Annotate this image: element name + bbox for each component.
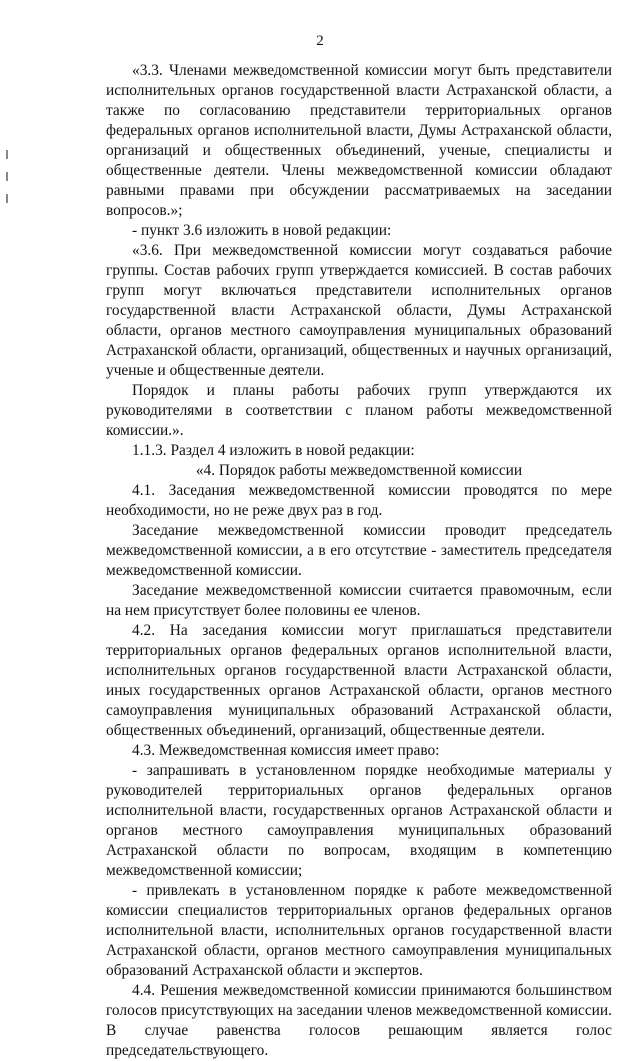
margin-mark bbox=[6, 172, 8, 181]
paragraph-item-3-6-intro: - пункт 3.6 изложить в новой редакции: bbox=[132, 222, 392, 239]
paragraph-involve-specialists: - привлекать в установленном порядке к работе межведомственной комиссии специалистов территориальных органов федеральных органов исполнительной власти, исполнительных органов государственной власти Астраханской области, органов местного самоуправления муниципальных образований Астраханской области и экспертов. bbox=[106, 882, 612, 979]
paragraph-4-3: 4.3. Межведомственная комиссия имеет право: bbox=[132, 742, 440, 759]
paragraph-1-1-3: 1.1.3. Раздел 4 изложить в новой редакции: bbox=[132, 442, 415, 459]
paragraph-3-3: «3.3. Членами межведомственной комиссии могут быть представители исполнительных органов государственной власти Астраханской области, а также по согласованию представители территориальных органов федеральных органов исполнительной власти, Думы Астраханской области, организаций и общественных объединений, ученые, специалисты и общественные деятели. Члены межведомственной комиссии обладают равными правами при обсуждении рассматриваемых на заседании вопросов.»; bbox=[106, 62, 612, 219]
paragraph-request-materials: - запрашивать в установленном порядке необходимые материалы у руководителей территориальных органов федеральных органов исполнительной власти, государственных органов Астраханской области и органов местного самоуправления муниципальных образований Астраханской области по вопросам, входящим в компетенцию межведомственной комиссии; bbox=[106, 762, 612, 879]
paragraph-quorum: Заседание межведомственной комиссии считается правомочным, если на нем присутствует более половины ее членов. bbox=[106, 582, 612, 619]
paragraph-4-2: 4.2. На заседания комиссии могут приглашаться представители территориальных органов федеральных органов исполнительной власти, исполнительных органов государственной власти Астраханской области, иных государственных органов Астраханской области, органов местного самоуправления муниципальных образований Астраханской области, общественных объединений, организаций, общественные деятели. bbox=[106, 622, 612, 739]
section-4-heading: «4. Порядок работы межведомственной комиссии bbox=[195, 462, 523, 479]
document-body bbox=[106, 61, 612, 1061]
margin-punch-marks bbox=[4, 150, 10, 210]
paragraph-3-6: «3.6. При межведомственной комиссии могут создаваться рабочие группы. Состав рабочих групп утверждается комиссией. В состав рабочих групп могут включаться представители исполнительных органов государственной власти Астраханской области, Думы Астраханской области, органов местного самоуправления муниципальных образований Астраханской области, организаций, общественных и научных организаций, ученые и общественные деятели. bbox=[106, 242, 612, 379]
page-number: 2 bbox=[316, 33, 324, 49]
margin-mark bbox=[6, 194, 8, 203]
margin-mark bbox=[6, 150, 8, 159]
paragraph-4-1: 4.1. Заседания межведомственной комиссии проводятся по мере необходимости, но не реже двух раз в год. bbox=[106, 482, 612, 519]
paragraph-chairman: Заседание межведомственной комиссии проводит председатель межведомственной комиссии, а в его отсутствие - заместитель председателя межведомственной комиссии. bbox=[106, 522, 612, 579]
paragraph-working-groups-order: Порядок и планы работы рабочих групп утверждаются их руководителями в соответствии с планом работы межведомственной комиссии.». bbox=[106, 382, 612, 439]
paragraph-4-4: 4.4. Решения межведомственной комиссии принимаются большинством голосов присутствующих на заседании членов межведомственной комиссии. В случае равенства голосов решающим является голос председательствующего. bbox=[106, 982, 612, 1059]
